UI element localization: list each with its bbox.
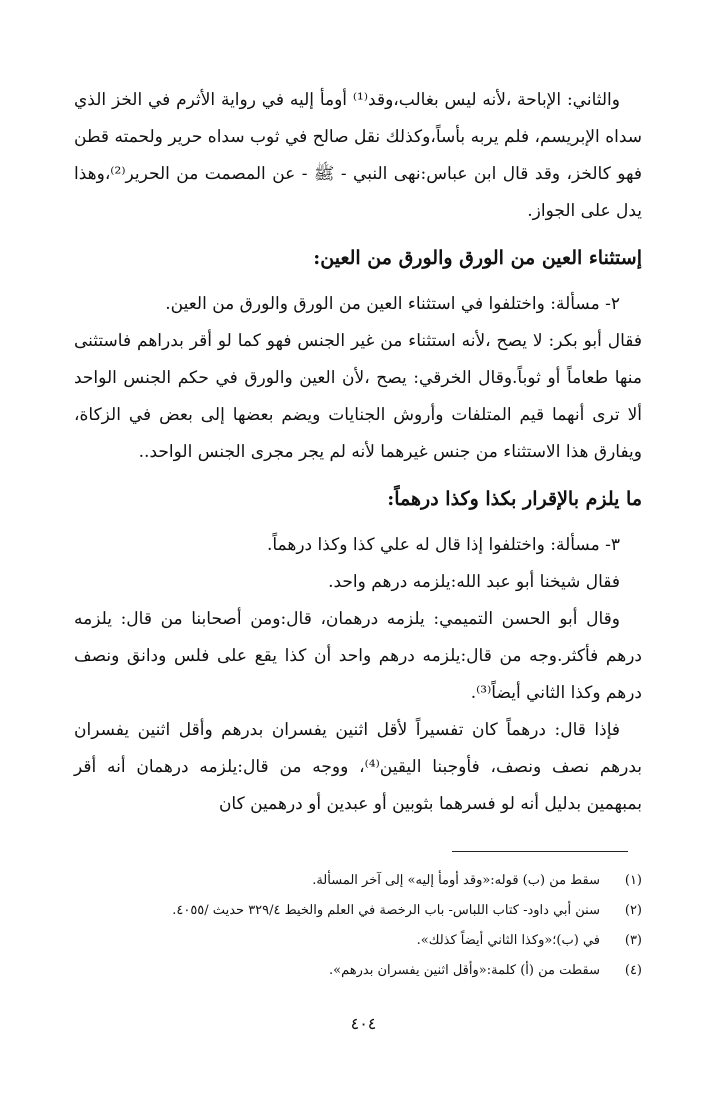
footnote-text: سقط من (ب) قوله:«وقد أومأ إليه» إلى آخر المسألة. [312, 873, 600, 888]
issue-2-paragraph: ٢- مسألة: واختلفوا في استثناء العين من الورق والورق من العين. [165, 294, 620, 314]
abu-bakr-paragraph: فقال أبو بكر: لا يصح ،لأنه استثناء من غير الجنس فهو كما لو أقر بدراهم فاستثنى منها طعاماً أو ثوباً.وقال الخرقي: يصح ،لأن العين والورق في حكم الجنس الواحد ألا ترى أنهما قيم المتلفات وأروش الجنايات ويضم بعضها إلى بعض في الزكاة، ويفارق هذا الاستثناء من جنس غيرهما لأنه لم يجر مجرى الجنس الواحد.. [74, 331, 642, 462]
tamimi-paragraph: وقال أبو الحسن التميمي: يلزمه درهمان، قال:ومن أصحابنا من قال: يلزمه درهم فأكثر.وجه من قال:يلزمه درهم واحد أن كذا يقع على فلس ودانق ونصف درهم وكذا الثاني أيضاً⁽³⁾. [74, 609, 642, 703]
footnote-4 [74, 956, 642, 986]
paragraph-1: والثاني: الإباحة ،لأنه ليس بغالب،وقد⁽¹⁾ أومأ إليه في رواية الأثرم في الخز الذي سداه الإبريسم، فلم يربه بأساً،وكذلك نقل صالح في ثوب سداه حرير ولحمته قطن فهو كالخز، وقد قال ابن عباس:نهى النبي - ﷺ - عن المصمت من الحرير⁽²⁾،وهذا يدل على الجواز. [74, 90, 642, 221]
final-paragraph: فإذا قال: درهماً كان تفسيراً لأقل اثنين يفسران بدرهم وأقل اثنين يفسران بدرهم نصف ونصف، فأوجبنا اليقين⁽⁴⁾، ووجه من قال:يلزمه درهمان أنه أقر بمبهمين بدليل أنه لو فسرهما بثوبين أو عبدين أو درهمين كان [74, 720, 642, 814]
footnote-text: في (ب)؛«وكذا الثاني أيضاً كذلك». [416, 933, 600, 948]
footnote-1 [74, 866, 642, 896]
footnote-3 [74, 926, 642, 956]
footnote-number: (٢) [624, 903, 642, 918]
footnote-2 [74, 896, 642, 926]
page-number: ٤٠٤ [350, 1014, 377, 1033]
footnote-divider [452, 851, 628, 852]
footnote-number: (١) [624, 873, 642, 888]
footnote-text: سقطت من (أ) كلمة:«وأقل اثنين يفسران بدرهم». [329, 963, 600, 978]
shaykh-paragraph: فقال شيخنا أبو عبد الله:يلزمه درهم واحد. [328, 572, 620, 592]
footnote-number: (٤) [624, 963, 642, 978]
main-text [74, 82, 642, 823]
section-heading-dirham: ما يلزم بالإقرار بكذا وكذا درهماً: [387, 488, 642, 510]
footnote-number: (٣) [624, 933, 642, 948]
footnote-text: سنن أبي داود- كتاب اللباس- باب الرخصة في العلم والخيط ٣٢٩/٤ حديث /٤٠٥٥. [172, 903, 600, 918]
section-heading-exception: إستثناء العين من الورق والورق من العين: [313, 247, 642, 269]
footnotes [74, 866, 642, 986]
issue-3-paragraph: ٣- مسألة: واختلفوا إذا قال له علي كذا وكذا درهماً. [266, 535, 620, 555]
